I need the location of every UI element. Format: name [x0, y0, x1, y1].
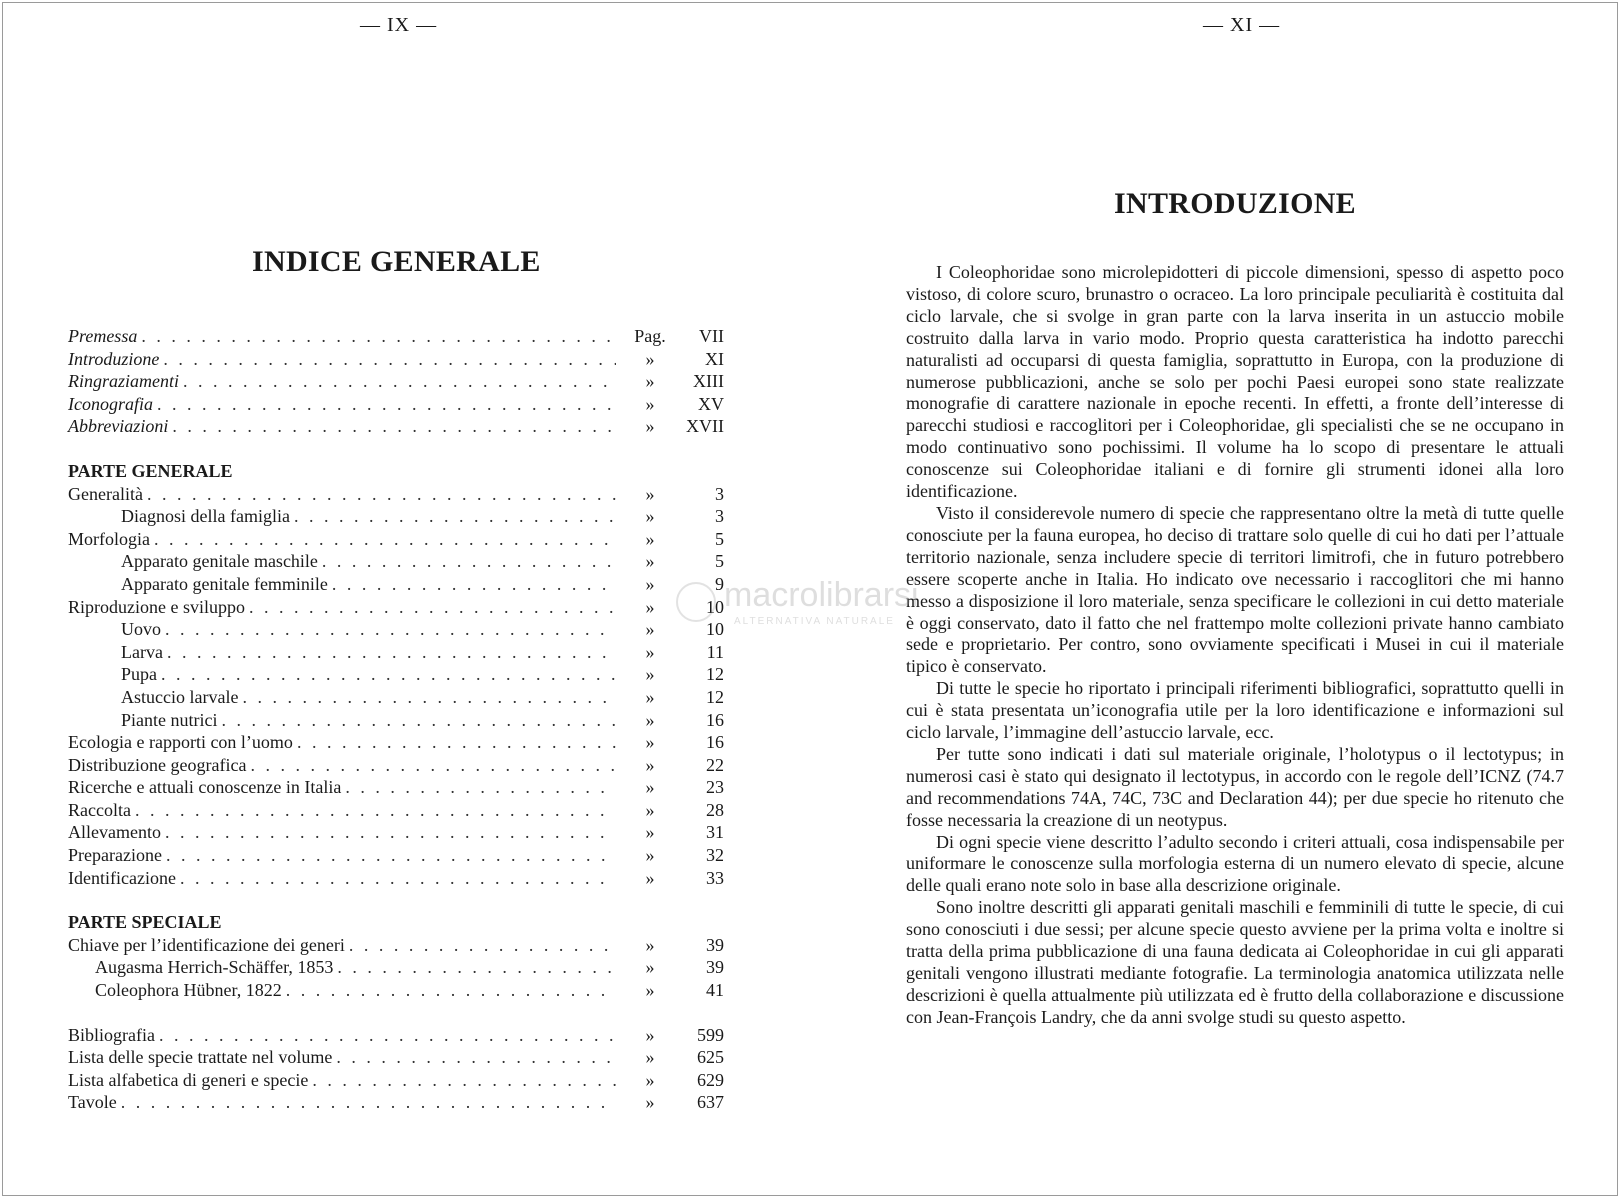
toc-entry: [68, 821, 724, 844]
toc-entry-prefix: »: [645, 867, 655, 888]
dot-leader: [249, 596, 616, 619]
toc-entry-page: XV: [698, 393, 724, 414]
dot-leader: [180, 867, 616, 890]
toc-entry-page: XI: [705, 348, 724, 369]
toc-entry-title: Abbreviazioni: [68, 416, 169, 437]
toc-entry-prefix: »: [645, 732, 655, 753]
toc-entry-title: Diagnosi della famiglia: [121, 506, 290, 527]
dot-leader: [154, 528, 616, 551]
toc-entry-page: 41: [706, 980, 724, 1001]
toc-entry-prefix: »: [645, 777, 655, 798]
dot-leader: [297, 731, 616, 754]
toc-entry-prefix: »: [645, 709, 655, 730]
toc-entry-title: Ecologia e rapporti con l’uomo: [68, 732, 293, 753]
toc-entry: [68, 641, 724, 664]
toc-entry-page: 625: [697, 1047, 724, 1068]
toc-back-matter: [68, 1024, 724, 1114]
toc-entry: [68, 393, 724, 416]
dot-leader: [336, 1046, 616, 1069]
section-heading: PARTE SPECIALE: [68, 912, 222, 933]
toc-entry: [68, 956, 724, 979]
toc-entry-page: 11: [706, 641, 724, 662]
dot-leader: [250, 754, 616, 777]
dot-leader: [166, 844, 616, 867]
toc-entry: [68, 731, 724, 754]
toc-entry-page: 637: [697, 1092, 724, 1113]
dot-leader: [147, 483, 616, 506]
dot-leader: [286, 979, 616, 1002]
toc-entry-title: Raccolta: [68, 799, 131, 820]
dot-leader: [121, 1091, 616, 1114]
toc-entry-page: 33: [706, 867, 724, 888]
toc-entry-title: Identificazione: [68, 867, 176, 888]
toc-entry-page: 10: [706, 596, 724, 617]
toc-entry-title: Lista alfabetica di generi e specie: [68, 1069, 309, 1090]
intro-paragraph: I Coleophoridae sono microlepidotteri di piccole dimensioni, spesso di aspetto poco vistoso, di colore scuro, brunastro o ocraceo. La loro principale peculiarità è costituita dal ciclo larvale, che si svolge in gran parte con la larva inserita in un astuccio mobile costruito dalla larva in vario modo. Proprio questa caratteristica ha indotto parecchi naturalisti ad occuparsi di questa famiglia, soprattutto in Europa, con la produzione di numerose pubblicazioni, anche se solo per pochi Paesi europei sono state realizzate monografie di carattere nazionale in epoche recenti. In effetti, a fronte dell’interesse di parecchi studiosi e raccoglitori per i Coleophoridae, gli specialisti che se ne occupano in modo continuativo sono pochissimi. Il volume ha lo scopo di presentare le attuali conoscenze sui Coleophoridae italiani e di fornire gli strumenti idonei alla loro identificazione.: [906, 262, 1564, 502]
toc-entry-page: 23: [706, 777, 724, 798]
toc-entry-prefix: »: [645, 371, 655, 392]
toc-entry-prefix: »: [645, 416, 655, 437]
toc-entry-prefix: »: [645, 573, 655, 594]
table-of-contents: [68, 325, 724, 1136]
dot-leader: [167, 641, 616, 664]
dot-leader: [172, 415, 616, 438]
watermark-brand: macrolibrarsi: [724, 576, 919, 614]
toc-parte-speciale: [68, 911, 724, 1001]
toc-entry-prefix: »: [645, 483, 655, 504]
intro-paragraph: Visto il considerevole numero di specie che rappresentano oltre la metà di tutte quelle conosciute per la fauna europea, ho deciso di trattare solo quelle di cui ho dati per l’attuale territorio nazionale, senza includere specie di territori limitrofi, che in futuro potrebbero essere scoperte anche in Italia. Ho indicato ove necessario i raccoglitori che mi hanno messo a disposizione il loro materiale, senza specificare le collezioni in cui detto materiale è oggi conservato, dato il fatto che nel frattempo molte collezioni private hanno cambiato sede e proprietario. Per contro, sono ovviamente specificati i Musei in cui il materiale tipico è conservato.: [906, 502, 1564, 677]
toc-entry-title: Apparato genitale femminile: [121, 573, 328, 594]
dot-leader: [135, 799, 616, 822]
toc-entry-prefix: »: [645, 799, 655, 820]
toc-entry-title: Chiave per l’identificazione dei generi: [68, 934, 345, 955]
toc-entry-prefix: »: [645, 1024, 655, 1045]
toc-entry: [68, 934, 724, 957]
toc-entry-prefix: Pag.: [634, 326, 666, 346]
toc-entry: [68, 505, 724, 528]
toc-entry-title: Piante nutrici: [121, 709, 218, 730]
toc-entry: [68, 709, 724, 732]
toc-entry: [68, 844, 724, 867]
dot-leader: [165, 821, 616, 844]
toc-entry-page: VII: [699, 326, 724, 346]
toc-entry-page: 599: [697, 1024, 724, 1045]
toc-parte-generale: [68, 460, 724, 889]
toc-entry-title: Ricerche e attuali conoscenze in Italia: [68, 777, 342, 798]
toc-entry-title: Ringraziamenti: [68, 371, 179, 392]
dot-leader: [337, 956, 616, 979]
dot-leader: [161, 663, 616, 686]
toc-entry-prefix: »: [645, 957, 655, 978]
toc-entry-prefix: »: [645, 686, 655, 707]
dot-leader: [349, 934, 616, 957]
dot-leader: [345, 776, 616, 799]
toc-entry-title: Augasma Herrich-Schäffer, 1853: [95, 957, 334, 978]
toc-entry-page: 5: [715, 528, 724, 549]
toc-entry-title: Preparazione: [68, 845, 162, 866]
toc-entry-prefix: »: [645, 393, 655, 414]
toc-entry: [68, 325, 724, 348]
toc-entry: [68, 618, 724, 641]
dot-leader: [159, 1024, 616, 1047]
toc-entry-title: Premessa: [68, 326, 138, 346]
toc-entry: [68, 1024, 724, 1047]
toc-entry-page: 12: [706, 664, 724, 685]
toc-entry-title: Iconografia: [68, 393, 153, 414]
toc-entry-title: Riproduzione e sviluppo: [68, 596, 245, 617]
toc-entry-page: 16: [706, 732, 724, 753]
dot-leader: [183, 370, 616, 393]
toc-entry-page: 3: [715, 483, 724, 504]
toc-entry-title: Distribuzione geografica: [68, 754, 247, 775]
toc-entry-page: 16: [706, 709, 724, 730]
toc-entry-prefix: »: [645, 528, 655, 549]
toc-entry-title: Allevamento: [68, 822, 161, 843]
toc-entry-page: 39: [706, 957, 724, 978]
dot-leader: [294, 505, 616, 528]
toc-entry: [68, 348, 724, 371]
toc-entry-prefix: »: [645, 980, 655, 1001]
toc-entry: [68, 415, 724, 438]
toc-entry: [68, 1046, 724, 1069]
toc-entry-page: 32: [706, 845, 724, 866]
toc-entry-prefix: »: [645, 641, 655, 662]
toc-entry-title: Bibliografia: [68, 1024, 155, 1045]
toc-entry: [68, 1069, 724, 1092]
toc-entry-prefix: »: [645, 506, 655, 527]
toc-entry: [68, 799, 724, 822]
toc-entry-page: XIII: [693, 371, 724, 392]
watermark-logo-icon: [676, 582, 716, 622]
toc-entry-title: Introduzione: [68, 348, 160, 369]
toc-entry: [68, 573, 724, 596]
dot-leader: [157, 393, 616, 416]
toc-front-matter: [68, 325, 724, 438]
toc-entry-page: XVII: [686, 416, 724, 437]
dot-leader: [322, 550, 616, 573]
toc-entry-prefix: »: [645, 845, 655, 866]
toc-entry-page: 10: [706, 619, 724, 640]
section-heading: PARTE GENERALE: [68, 460, 233, 481]
toc-entry-page: 28: [706, 799, 724, 820]
watermark-tagline: ALTERNATIVA NATURALE: [734, 616, 895, 627]
intro-paragraph: Sono inoltre descritti gli apparati genitali maschili e femminili di tutte le specie, di cui sono conosciuti i due sessi; per alcune specie questo avviene per la prima volta e inoltre si tratta della prima pubblicazione di una fauna dedicata ai Coleophoridae in cui gli apparati genitali vengono illustrati mediante fotografie. La terminologia anatomica utilizzata nelle descrizioni è quella attualmente più utilizzata ed è frutto della collaborazione e discussione con Jean-François Landry, che da anni svolge studi su questo aspetto.: [906, 897, 1564, 1027]
toc-entry-prefix: »: [645, 1069, 655, 1090]
toc-entry-page: 31: [706, 822, 724, 843]
toc-entry: [68, 979, 724, 1002]
toc-entry-title: Coleophora Hübner, 1822: [95, 980, 282, 1001]
toc-entry-prefix: »: [645, 1047, 655, 1068]
toc-entry-title: Larva: [121, 641, 163, 662]
toc-entry-page: 12: [706, 686, 724, 707]
toc-entry: [68, 1091, 724, 1114]
toc-entry: [68, 663, 724, 686]
toc-entry: [68, 483, 724, 506]
dot-leader: [242, 686, 616, 709]
toc-entry-title: Pupa: [121, 664, 157, 685]
toc-entry-prefix: »: [645, 822, 655, 843]
toc-entry: [68, 867, 724, 890]
toc-entry-prefix: »: [645, 596, 655, 617]
watermark: [676, 574, 976, 634]
toc-entry-title: Apparato genitale maschile: [121, 551, 318, 572]
toc-entry-prefix: »: [645, 348, 655, 369]
intro-paragraph: Per tutte sono indicati i dati sul materiale originale, l’holotypus o il lectotypus; in numerosi casi è stato qui designato il lectotypus, in accordo con le regole dell’ICNZ (74.7 and recommendations 74A, 74C, 73C and Declaration 44); per due specie ho ritenuto che fosse necessaria la creazione di un neotypus.: [906, 743, 1564, 830]
toc-entry-page: 3: [715, 506, 724, 527]
toc-entry-prefix: »: [645, 934, 655, 955]
toc-entry-prefix: »: [645, 619, 655, 640]
toc-title: INDICE GENERALE: [252, 245, 541, 278]
intro-paragraph: Di ogni specie viene descritto l’adulto secondo i criteri attuali, cosa indispensabile per uniformare le conoscenze sulla morfologia esterna di un numero elevato di specie, alcune delle quali erano note solo in base alla descrizione originale.: [906, 831, 1564, 896]
toc-entry-title: Tavole: [68, 1092, 117, 1113]
toc-entry-prefix: »: [645, 551, 655, 572]
dot-leader: [221, 709, 616, 732]
toc-entry-title: Astuccio larvale: [121, 686, 239, 707]
toc-entry: [68, 370, 724, 393]
toc-entry-page: 39: [706, 934, 724, 955]
toc-entry-page: 629: [697, 1069, 724, 1090]
toc-entry: [68, 528, 724, 551]
toc-entry: [68, 686, 724, 709]
toc-entry-title: Lista delle specie trattate nel volume: [68, 1047, 333, 1068]
toc-entry: [68, 596, 724, 619]
intro-paragraph: Di tutte le specie ho riportato i principali riferimenti bibliografici, soprattutto quelli in cui è stata presentata un’iconografia utile per la loro identificazione e informazioni sul ciclo larvale, l’immagine dell’astuccio larvale, ecc.: [906, 678, 1564, 743]
intro-body: [906, 262, 1564, 1029]
toc-entry-prefix: »: [645, 664, 655, 685]
page-number-left: — IX —: [360, 14, 438, 36]
toc-entry-prefix: »: [645, 754, 655, 775]
toc-entry-title: Morfologia: [68, 528, 150, 549]
dot-leader: [332, 573, 616, 596]
intro-title: INTRODUZIONE: [1114, 187, 1356, 220]
toc-entry-page: 22: [706, 754, 724, 775]
dot-leader: [141, 325, 616, 348]
toc-entry-title: Generalità: [68, 483, 143, 504]
toc-entry-prefix: »: [645, 1092, 655, 1113]
toc-entry: [68, 754, 724, 777]
dot-leader: [165, 618, 616, 641]
dot-leader: [312, 1069, 616, 1092]
toc-entry-title: Uovo: [121, 619, 161, 640]
toc-entry-page: 5: [715, 551, 724, 572]
toc-entry-page: 9: [715, 573, 724, 594]
toc-entry: [68, 550, 724, 573]
dot-leader: [163, 348, 616, 371]
page-number-right: — XI —: [1203, 14, 1281, 36]
toc-entry: [68, 776, 724, 799]
